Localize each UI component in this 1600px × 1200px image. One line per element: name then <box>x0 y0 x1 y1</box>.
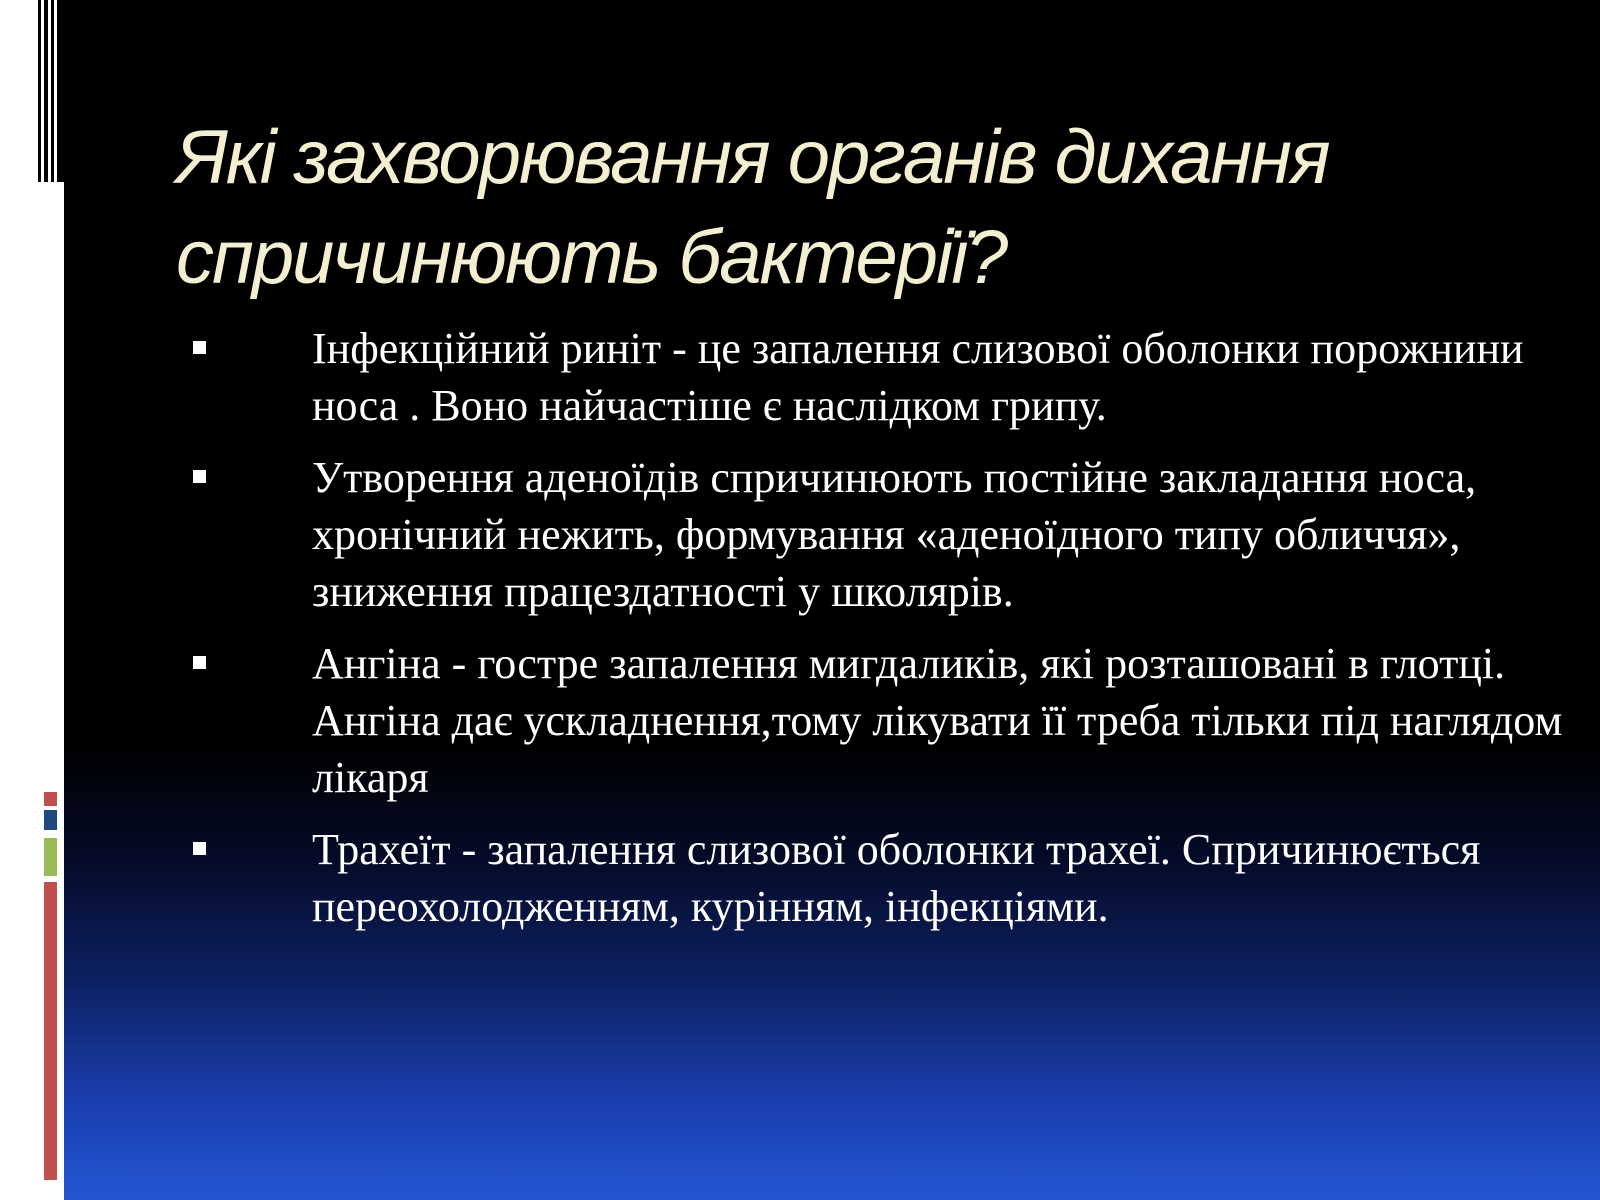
square-bullet-icon <box>193 341 206 354</box>
bullet-text: Утворення аденоїдів спричинюють постійне закладання носа, хронічний нежить, формування «аденоїдного типу обличчя», зниження працездатності у школярів. <box>312 453 1477 616</box>
bullet-text: Інфекційний риніт - це запалення слизової оболонки порожнини носа . Воно найчастіше є наслідком грипу. <box>312 324 1524 430</box>
slide-content <box>64 0 1600 1200</box>
accent-bar-red-small <box>44 792 57 806</box>
bullet-item <box>184 821 1584 935</box>
deco-line <box>51 0 54 182</box>
accent-bar-blue <box>44 810 57 830</box>
accent-color-bars <box>44 792 58 1180</box>
square-bullet-icon <box>193 470 206 483</box>
slide-title: Які захворювання органів дихання спричинюють бактерії? <box>176 115 1329 300</box>
bullet-text: Трахеїт - запалення слизової оболонки трахеї. Спричинюється переохолодженням, курінням, інфекціями. <box>312 825 1481 931</box>
accent-bar-green <box>44 838 57 876</box>
slide-left-margin <box>0 0 64 1200</box>
bullet-item <box>184 449 1584 620</box>
accent-bar-red <box>44 882 57 1180</box>
bullet-text: Ангіна - гостре запалення мигдаликів, які розташовані в глотці. Ангіна дає ускладнення,тому лікувати її треба тільки під наглядом лікаря <box>312 639 1563 802</box>
decorative-vertical-lines <box>38 0 64 182</box>
bullet-list <box>184 320 1584 950</box>
bullet-item <box>184 320 1584 434</box>
bullet-item <box>184 635 1584 806</box>
square-bullet-icon <box>193 656 206 669</box>
deco-line <box>44 0 48 182</box>
deco-line <box>38 0 41 182</box>
square-bullet-icon <box>193 842 206 855</box>
deco-line <box>57 0 64 182</box>
